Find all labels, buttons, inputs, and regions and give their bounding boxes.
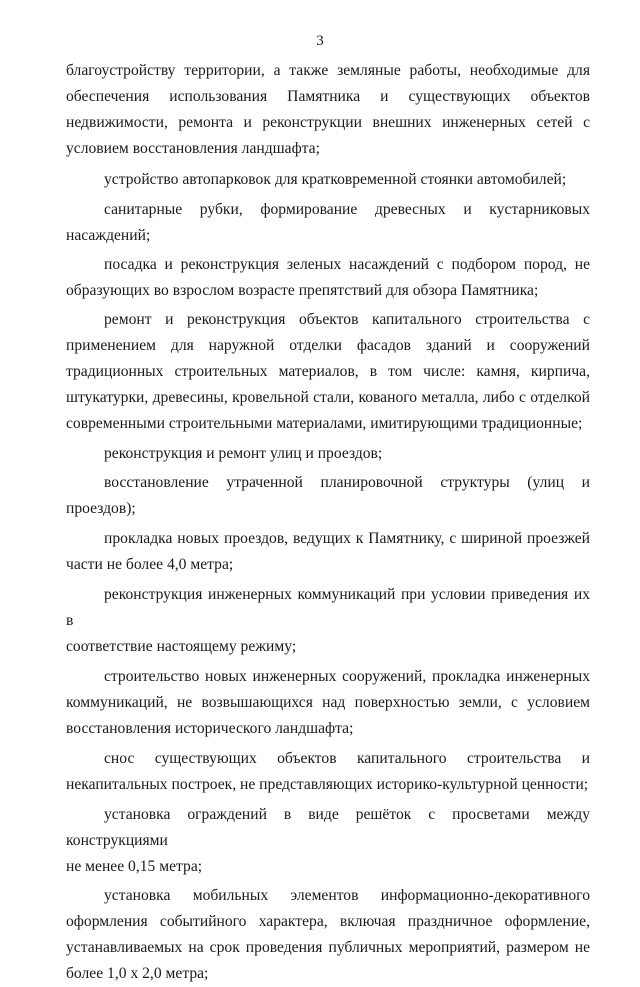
page-number: 3 bbox=[316, 33, 324, 49]
text-line: оформления событийного характера, включая праздничное оформление, bbox=[66, 913, 590, 930]
text-line: реконструкция и ремонт улиц и проездов; bbox=[104, 445, 383, 462]
text-line: посадка и реконструкция зеленых насаждений с подбором пород, не bbox=[104, 256, 590, 273]
paragraph bbox=[66, 441, 590, 467]
text-line: благоустройству территории, а также земляные работы, необходимые для bbox=[66, 62, 590, 79]
text-line: обеспечения использования Памятника и существующих объектов bbox=[66, 88, 590, 105]
text-line: санитарные рубки, формирование древесных и кустарниковых bbox=[104, 201, 590, 218]
text-line: снос существующих объектов капитального строительства и bbox=[104, 750, 590, 767]
paragraph bbox=[66, 197, 590, 249]
text-line: не менее 0,15 метра; bbox=[66, 858, 203, 875]
text-line: условием восстановления ландшафта; bbox=[66, 140, 320, 157]
text-line: традиционных строительных материалов, в том числе: камня, кирпича, bbox=[66, 363, 590, 380]
document-body bbox=[66, 58, 590, 987]
text-line: восстановление утраченной планировочной структуры (улиц и проездов); bbox=[66, 474, 590, 517]
text-line: коммуникаций, не возвышающихся над поверхностью земли, с условием bbox=[66, 694, 590, 711]
text-line: образующих во взрослом возрасте препятствий для обзора Памятника; bbox=[66, 282, 539, 299]
text-line: строительство новых инженерных сооружений, прокладка инженерных bbox=[104, 668, 590, 685]
text-line: устройство автопарковок для кратковременной стоянки автомобилей; bbox=[104, 171, 567, 188]
text-line: части не более 4,0 метра; bbox=[66, 556, 234, 573]
text-line: устанавливаемых на срок проведения публичных мероприятий, размером не bbox=[66, 939, 590, 956]
paragraph bbox=[66, 746, 590, 798]
text-line: применением для наружной отделки фасадов зданий и сооружений bbox=[66, 337, 590, 354]
paragraph bbox=[66, 526, 590, 578]
text-line: некапитальных построек, не представляющих историко-культурной ценности; bbox=[66, 776, 589, 793]
text-line: ремонт и реконструкция объектов капитального строительства с bbox=[104, 311, 590, 328]
text-line: недвижимости, ремонта и реконструкции внешних инженерных сетей с bbox=[66, 114, 590, 131]
text-line: насаждений; bbox=[66, 227, 151, 244]
paragraph bbox=[66, 307, 590, 437]
text-line: современными строительными материалами, имитирующими традиционные; bbox=[66, 415, 583, 432]
text-line: более 1,0 х 2,0 метра; bbox=[66, 965, 209, 982]
text-line: установка мобильных элементов информационно-декоративного bbox=[104, 887, 590, 904]
paragraph bbox=[66, 664, 590, 742]
text-line: прокладка новых проездов, ведущих к Памятнику, с шириной проезжей bbox=[104, 530, 590, 547]
text-line: реконструкция инженерных коммуникаций при условии приведения их в bbox=[66, 586, 590, 629]
paragraph bbox=[66, 252, 590, 304]
paragraph bbox=[66, 582, 590, 660]
paragraph bbox=[66, 802, 590, 880]
paragraph bbox=[66, 58, 590, 162]
paragraph bbox=[66, 883, 590, 987]
paragraph bbox=[66, 470, 590, 522]
text-line: установка ограждений в виде решёток с просветами между конструкциями bbox=[66, 806, 590, 849]
text-line: восстановления исторического ландшафта; bbox=[66, 720, 354, 737]
text-line: соответствие настоящему режиму; bbox=[66, 638, 297, 655]
paragraph bbox=[66, 167, 590, 193]
text-line: штукатурки, древесины, кровельной стали, кованого металла, либо с отделкой bbox=[66, 389, 590, 406]
